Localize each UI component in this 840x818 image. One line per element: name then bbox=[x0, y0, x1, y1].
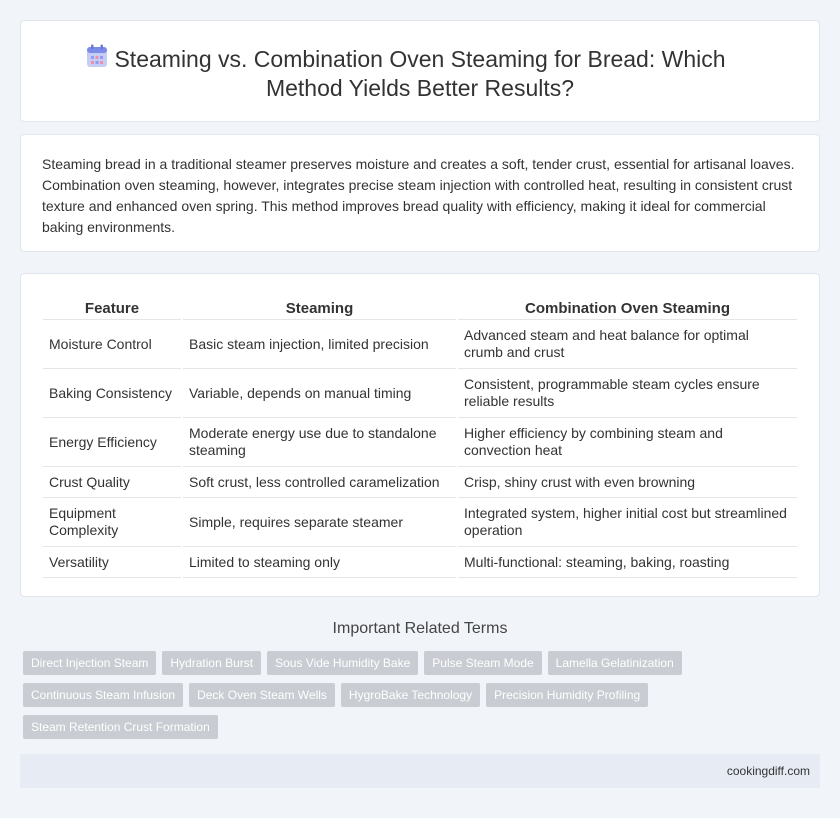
table-row bbox=[43, 547, 797, 578]
footer-site-link[interactable]: cookingdiff.com bbox=[726, 764, 810, 778]
page-title: Steaming vs. Combination Oven Steaming for Bread: Which Method Yields Better Results? bbox=[114, 46, 726, 101]
table-cell: Integrated system, higher initial cost but streamlined operation bbox=[458, 498, 797, 547]
related-terms-tags bbox=[23, 651, 703, 747]
table-cell: Consistent, programmable steam cycles ensure reliable results bbox=[458, 369, 797, 418]
table-cell: Soft crust, less controlled caramelization bbox=[183, 467, 456, 498]
tag-hydration-burst[interactable]: Hydration Burst bbox=[162, 651, 261, 675]
table-cell: Energy Efficiency bbox=[43, 418, 181, 467]
tag-sous-vide-humidity-bake[interactable]: Sous Vide Humidity Bake bbox=[267, 651, 418, 675]
table-cell: Baking Consistency bbox=[43, 369, 181, 418]
table-cell: Moderate energy use due to standalone steaming bbox=[183, 418, 456, 467]
table-cell: Basic steam injection, limited precision bbox=[183, 320, 456, 369]
tag-continuous-steam-infusion[interactable]: Continuous Steam Infusion bbox=[23, 683, 183, 707]
table-row bbox=[43, 320, 797, 369]
header-steaming: Steaming bbox=[183, 293, 456, 320]
table-cell: Higher efficiency by combining steam and convection heat bbox=[458, 418, 797, 467]
header-combination: Combination Oven Steaming bbox=[458, 293, 797, 320]
related-terms-title: Important Related Terms bbox=[332, 620, 508, 637]
footer bbox=[20, 754, 820, 788]
comparison-table bbox=[41, 293, 799, 578]
title-card bbox=[20, 20, 820, 122]
table-header-row bbox=[43, 293, 797, 320]
table-cell: Moisture Control bbox=[43, 320, 181, 369]
tag-steam-retention-crust-formation[interactable]: Steam Retention Crust Formation bbox=[23, 715, 218, 739]
table-row bbox=[43, 418, 797, 467]
tag-deck-oven-steam-wells[interactable]: Deck Oven Steam Wells bbox=[189, 683, 335, 707]
table-row bbox=[43, 369, 797, 418]
comparison-table-card bbox=[20, 273, 820, 597]
table-cell: Simple, requires separate steamer bbox=[183, 498, 456, 547]
table-row bbox=[43, 467, 797, 498]
table-cell: Crust Quality bbox=[43, 467, 181, 498]
table-cell: Limited to steaming only bbox=[183, 547, 456, 578]
table-cell: Crisp, shiny crust with even browning bbox=[458, 467, 797, 498]
tag-hygrobake-technology[interactable]: HygroBake Technology bbox=[341, 683, 480, 707]
table-cell: Advanced steam and heat balance for optimal crumb and crust bbox=[458, 320, 797, 369]
tag-pulse-steam-mode[interactable]: Pulse Steam Mode bbox=[424, 651, 541, 675]
tag-lamella-gelatinization[interactable]: Lamella Gelatinization bbox=[548, 651, 682, 675]
table-cell: Equipment Complexity bbox=[43, 498, 181, 547]
table-cell: Variable, depends on manual timing bbox=[183, 369, 456, 418]
intro-card bbox=[20, 134, 820, 252]
tag-precision-humidity-profiling[interactable]: Precision Humidity Profiling bbox=[486, 683, 648, 707]
tag-direct-injection-steam[interactable]: Direct Injection Steam bbox=[23, 651, 156, 675]
intro-paragraph: Steaming bread in a traditional steamer preserves moisture and creates a soft, tender crust, essential for artisanal loaves. Combination oven steaming, however, integrates precise steam injection with controlled heat, resulting in consistent crust texture and enhanced oven spring. This method improves bread quality with efficiency, making it ideal for commercial baking environments. bbox=[42, 156, 795, 235]
table-cell: Multi-functional: steaming, baking, roasting bbox=[458, 547, 797, 578]
header-feature: Feature bbox=[43, 293, 181, 320]
table-row bbox=[43, 498, 797, 547]
table-cell: Versatility bbox=[43, 547, 181, 578]
